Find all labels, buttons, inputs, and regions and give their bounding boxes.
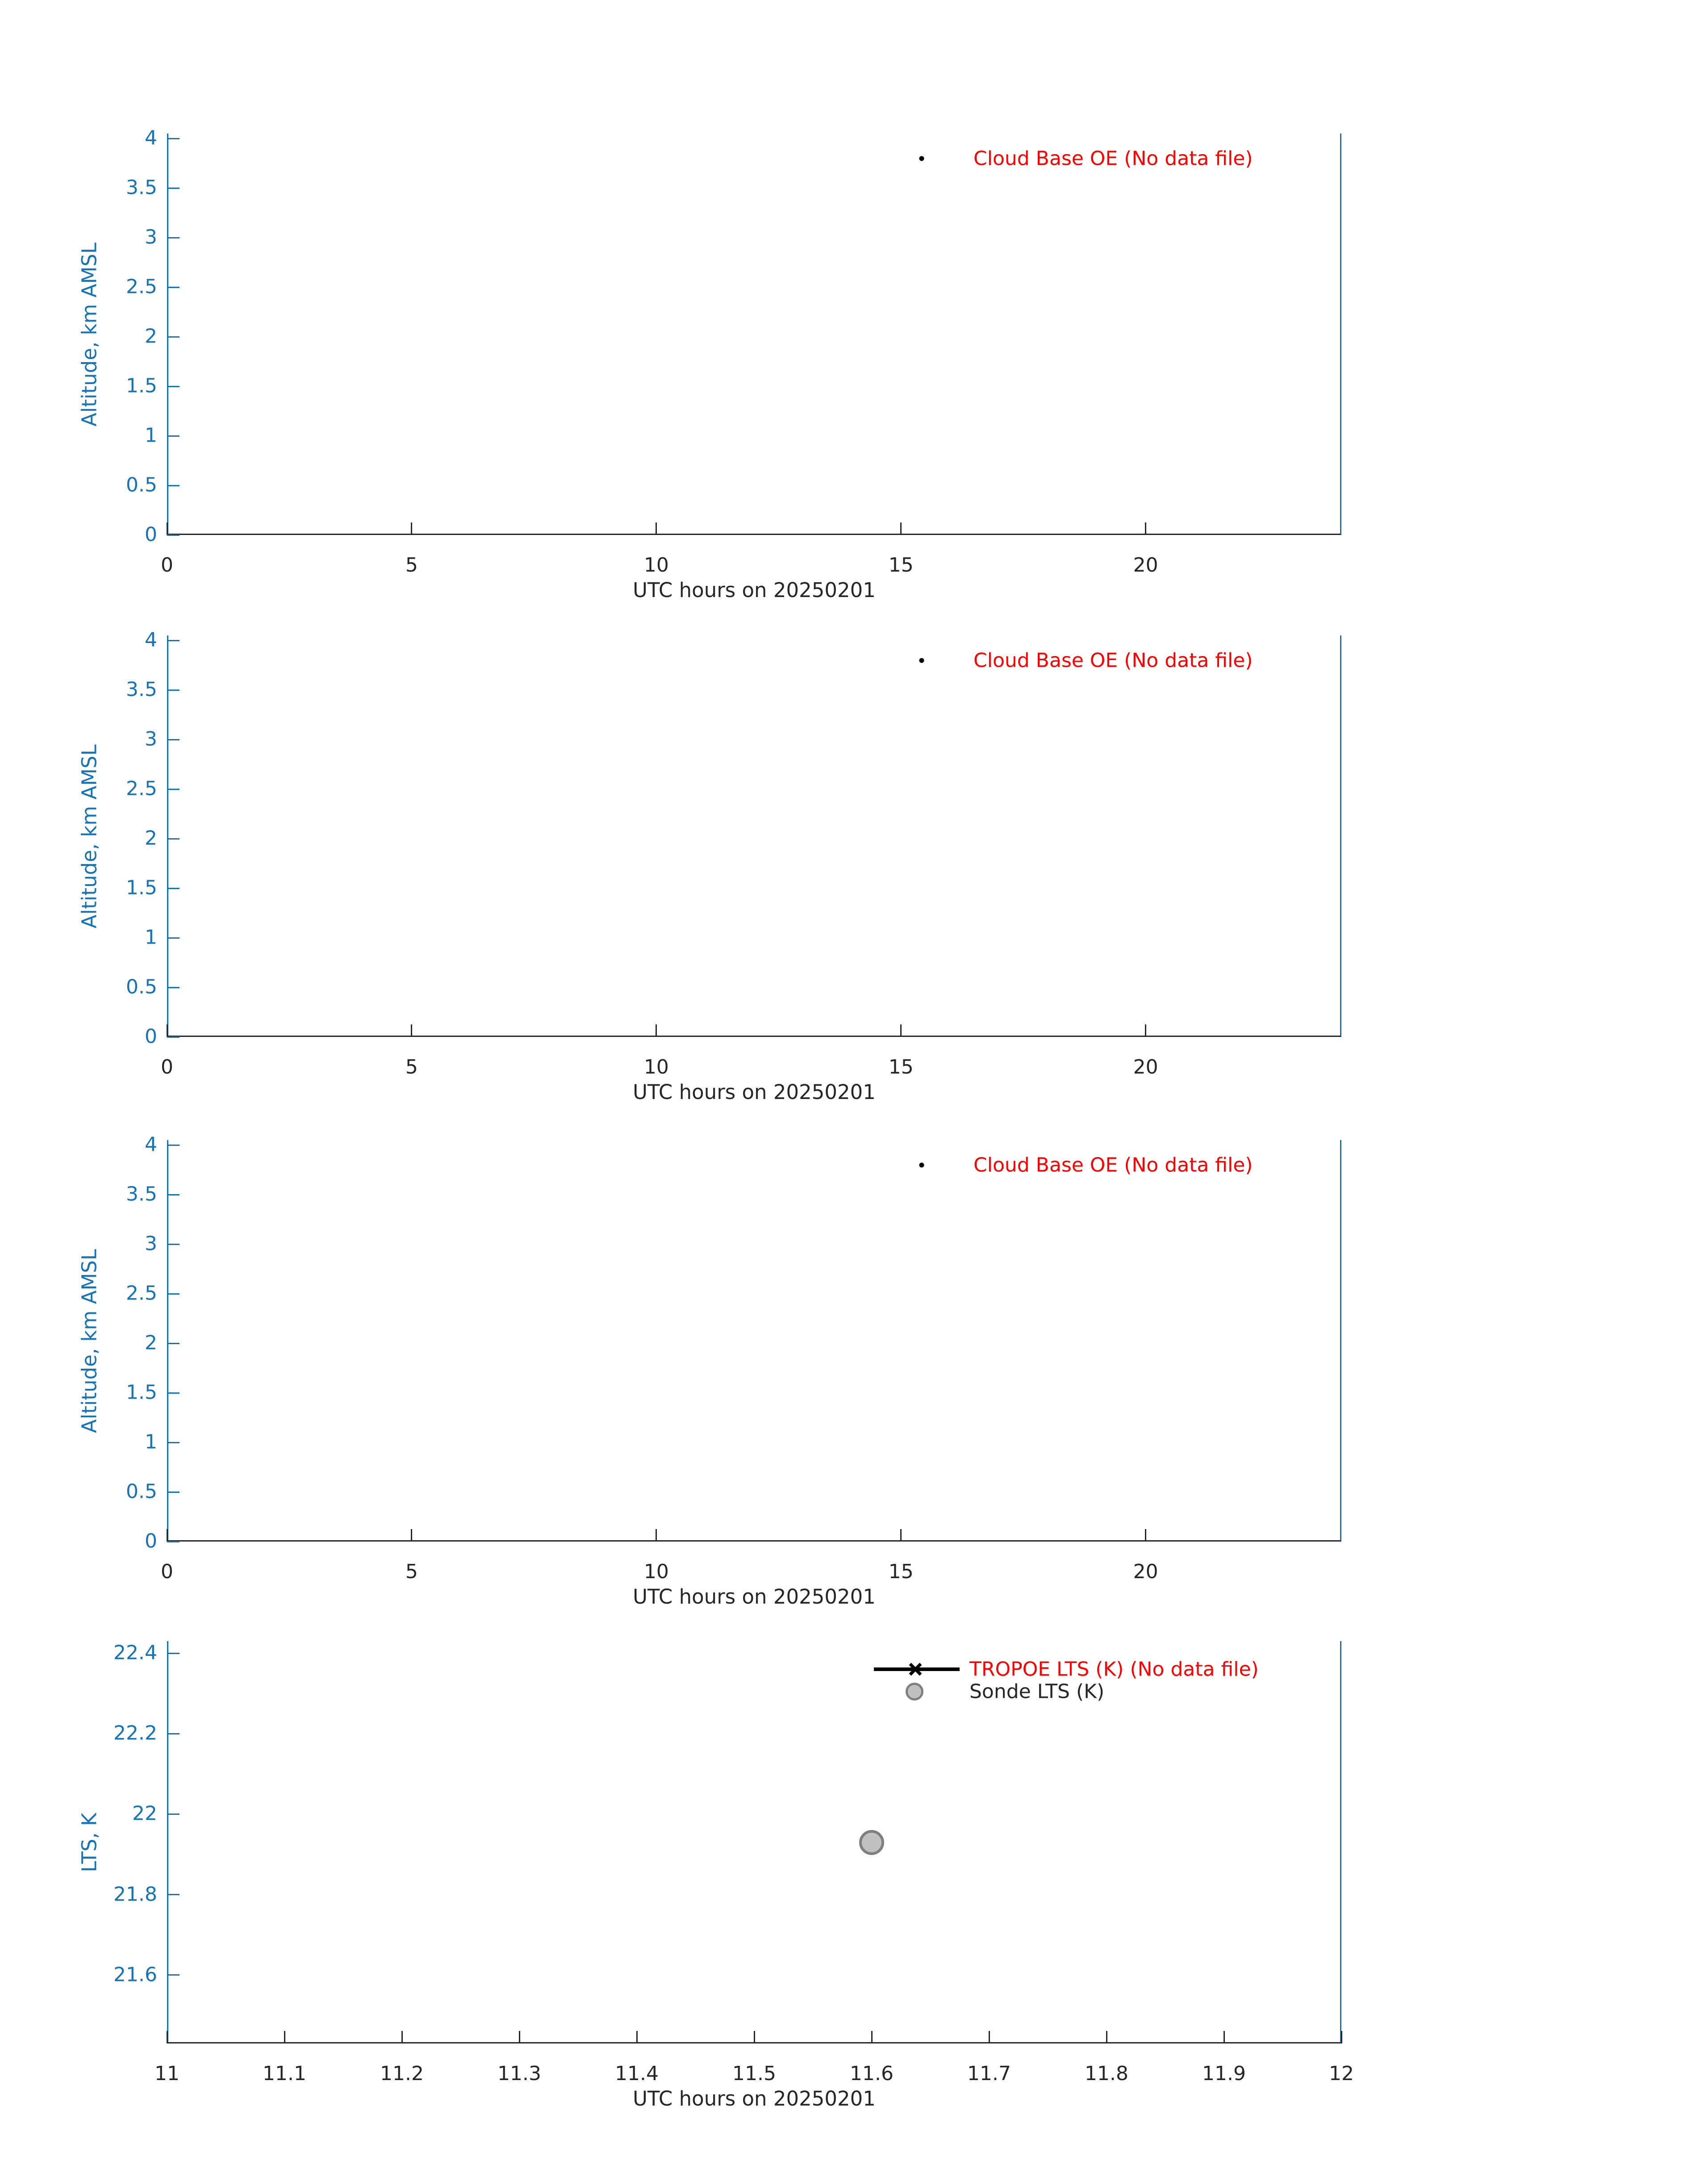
y-tick-label: 0 xyxy=(145,1025,157,1048)
x-tick-label: 15 xyxy=(888,1560,914,1583)
x-tick-label: 15 xyxy=(888,1056,914,1078)
x-tick xyxy=(519,2031,520,2043)
x-tick xyxy=(1341,2031,1342,2043)
y-tick-label: 1 xyxy=(145,1430,157,1454)
x-tick xyxy=(167,2031,168,2043)
y-tick-label: 3.5 xyxy=(126,1183,157,1206)
y-tick-label: 21.8 xyxy=(113,1883,157,1906)
y-tick-label: 0.5 xyxy=(126,1480,157,1503)
x-tick-label: 5 xyxy=(405,1056,418,1078)
y-tick xyxy=(167,1733,180,1734)
legend-label-cloud-base: Cloud Base OE (No data file) xyxy=(973,1153,1253,1177)
y-tick-label: 2 xyxy=(145,1331,157,1354)
x-axis-label: UTC hours on 20250201 xyxy=(633,578,876,602)
x-tick xyxy=(871,2031,873,2043)
plot-area-4 xyxy=(167,1641,1341,2043)
x-tick-label: 20 xyxy=(1133,554,1158,577)
x-tick xyxy=(636,2031,638,2043)
x-tick-label: 11.1 xyxy=(263,2062,306,2085)
legend-label-sonde: Sonde LTS (K) xyxy=(969,1680,1105,1703)
y-tick-label: 22.2 xyxy=(113,1722,157,1745)
x-tick-label: 11 xyxy=(155,2062,180,2085)
y-axis-label: Altitude, km AMSL xyxy=(77,744,101,928)
y-tick-label: 0.5 xyxy=(126,975,157,999)
sonde-lts-data-point xyxy=(859,1830,884,1855)
y-axis-label: Altitude, km AMSL xyxy=(77,242,101,426)
y-tick-label: 2.5 xyxy=(126,777,157,800)
x-tick-label: 5 xyxy=(405,554,418,577)
y-tick-label: 1 xyxy=(145,926,157,949)
x-tick-label: 11.4 xyxy=(615,2062,659,2085)
x-tick xyxy=(1106,2031,1107,2043)
x-tick-label: 20 xyxy=(1133,1056,1158,1078)
x-tick-label: 11.6 xyxy=(850,2062,894,2085)
x-tick-label: 11.2 xyxy=(380,2062,424,2085)
x-tick xyxy=(401,2031,403,2043)
x-tick xyxy=(284,2031,285,2043)
y-tick-label: 22.4 xyxy=(113,1641,157,1664)
x-tick-label: 0 xyxy=(161,554,173,577)
legend-label-cloud-base: Cloud Base OE (No data file) xyxy=(973,649,1253,672)
x-tick xyxy=(754,2031,755,2043)
y-tick xyxy=(167,1653,180,1654)
y-tick-label: 3 xyxy=(145,727,157,751)
y-tick-label: 1.5 xyxy=(126,876,157,899)
y-tick xyxy=(167,1813,180,1815)
y-tick-label: 3 xyxy=(145,226,157,249)
y-tick-label: 3.5 xyxy=(126,678,157,701)
y-tick xyxy=(167,1974,180,1976)
y-axis-label: Altitude, km AMSL xyxy=(77,1249,101,1433)
x-axis-label: UTC hours on 20250201 xyxy=(633,1585,876,1609)
y-tick-label: 0 xyxy=(145,1529,157,1553)
y-tick-label: 2 xyxy=(145,325,157,348)
y-tick-label: 0 xyxy=(145,523,157,546)
x-tick xyxy=(989,2031,990,2043)
x-tick-label: 10 xyxy=(643,1056,669,1078)
x-tick-label: 5 xyxy=(405,1560,418,1583)
x-tick-label: 15 xyxy=(888,554,914,577)
x-axis-label: UTC hours on 20250201 xyxy=(633,1080,876,1104)
y-tick xyxy=(167,1894,180,1895)
y-tick-label: 22 xyxy=(132,1802,157,1825)
y-tick-label: 2.5 xyxy=(126,275,157,298)
y-tick-label: 1.5 xyxy=(126,374,157,397)
legend-circle-icon xyxy=(906,1683,923,1701)
x-tick-label: 11.7 xyxy=(967,2062,1011,2085)
x-tick-label: 11.3 xyxy=(497,2062,541,2085)
x-tick-label: 0 xyxy=(161,1056,173,1078)
y-tick-label: 3 xyxy=(145,1232,157,1255)
x-tick-label: 10 xyxy=(643,1560,669,1583)
y-tick-label: 21.6 xyxy=(113,1963,157,1986)
x-tick-label: 11.5 xyxy=(732,2062,776,2085)
y-tick-label: 4 xyxy=(145,628,157,652)
x-tick-label: 12 xyxy=(1329,2062,1354,2085)
x-tick-label: 10 xyxy=(643,554,669,577)
y-tick-label: 4 xyxy=(145,126,157,150)
y-tick-label: 1 xyxy=(145,424,157,447)
x-axis-label: UTC hours on 20250201 xyxy=(633,2087,876,2110)
legend-label-cloud-base: Cloud Base OE (No data file) xyxy=(973,147,1253,170)
x-tick xyxy=(1224,2031,1225,2043)
y-tick-label: 1.5 xyxy=(126,1381,157,1404)
y-tick-label: 4 xyxy=(145,1133,157,1156)
y-tick-label: 2 xyxy=(145,827,157,850)
y-tick-label: 0.5 xyxy=(126,473,157,497)
x-tick-label: 11.9 xyxy=(1202,2062,1246,2085)
x-tick-label: 0 xyxy=(161,1560,173,1583)
y-axis-label: LTS, K xyxy=(77,1812,101,1872)
x-tick-label: 20 xyxy=(1133,1560,1158,1583)
y-tick-label: 2.5 xyxy=(126,1282,157,1305)
x-tick-label: 11.8 xyxy=(1085,2062,1128,2085)
y-tick-label: 3.5 xyxy=(126,176,157,199)
legend-label-tropoe: TROPOE LTS (K) (No data file) xyxy=(969,1658,1259,1681)
legend-line-x-icon xyxy=(872,1659,961,1680)
